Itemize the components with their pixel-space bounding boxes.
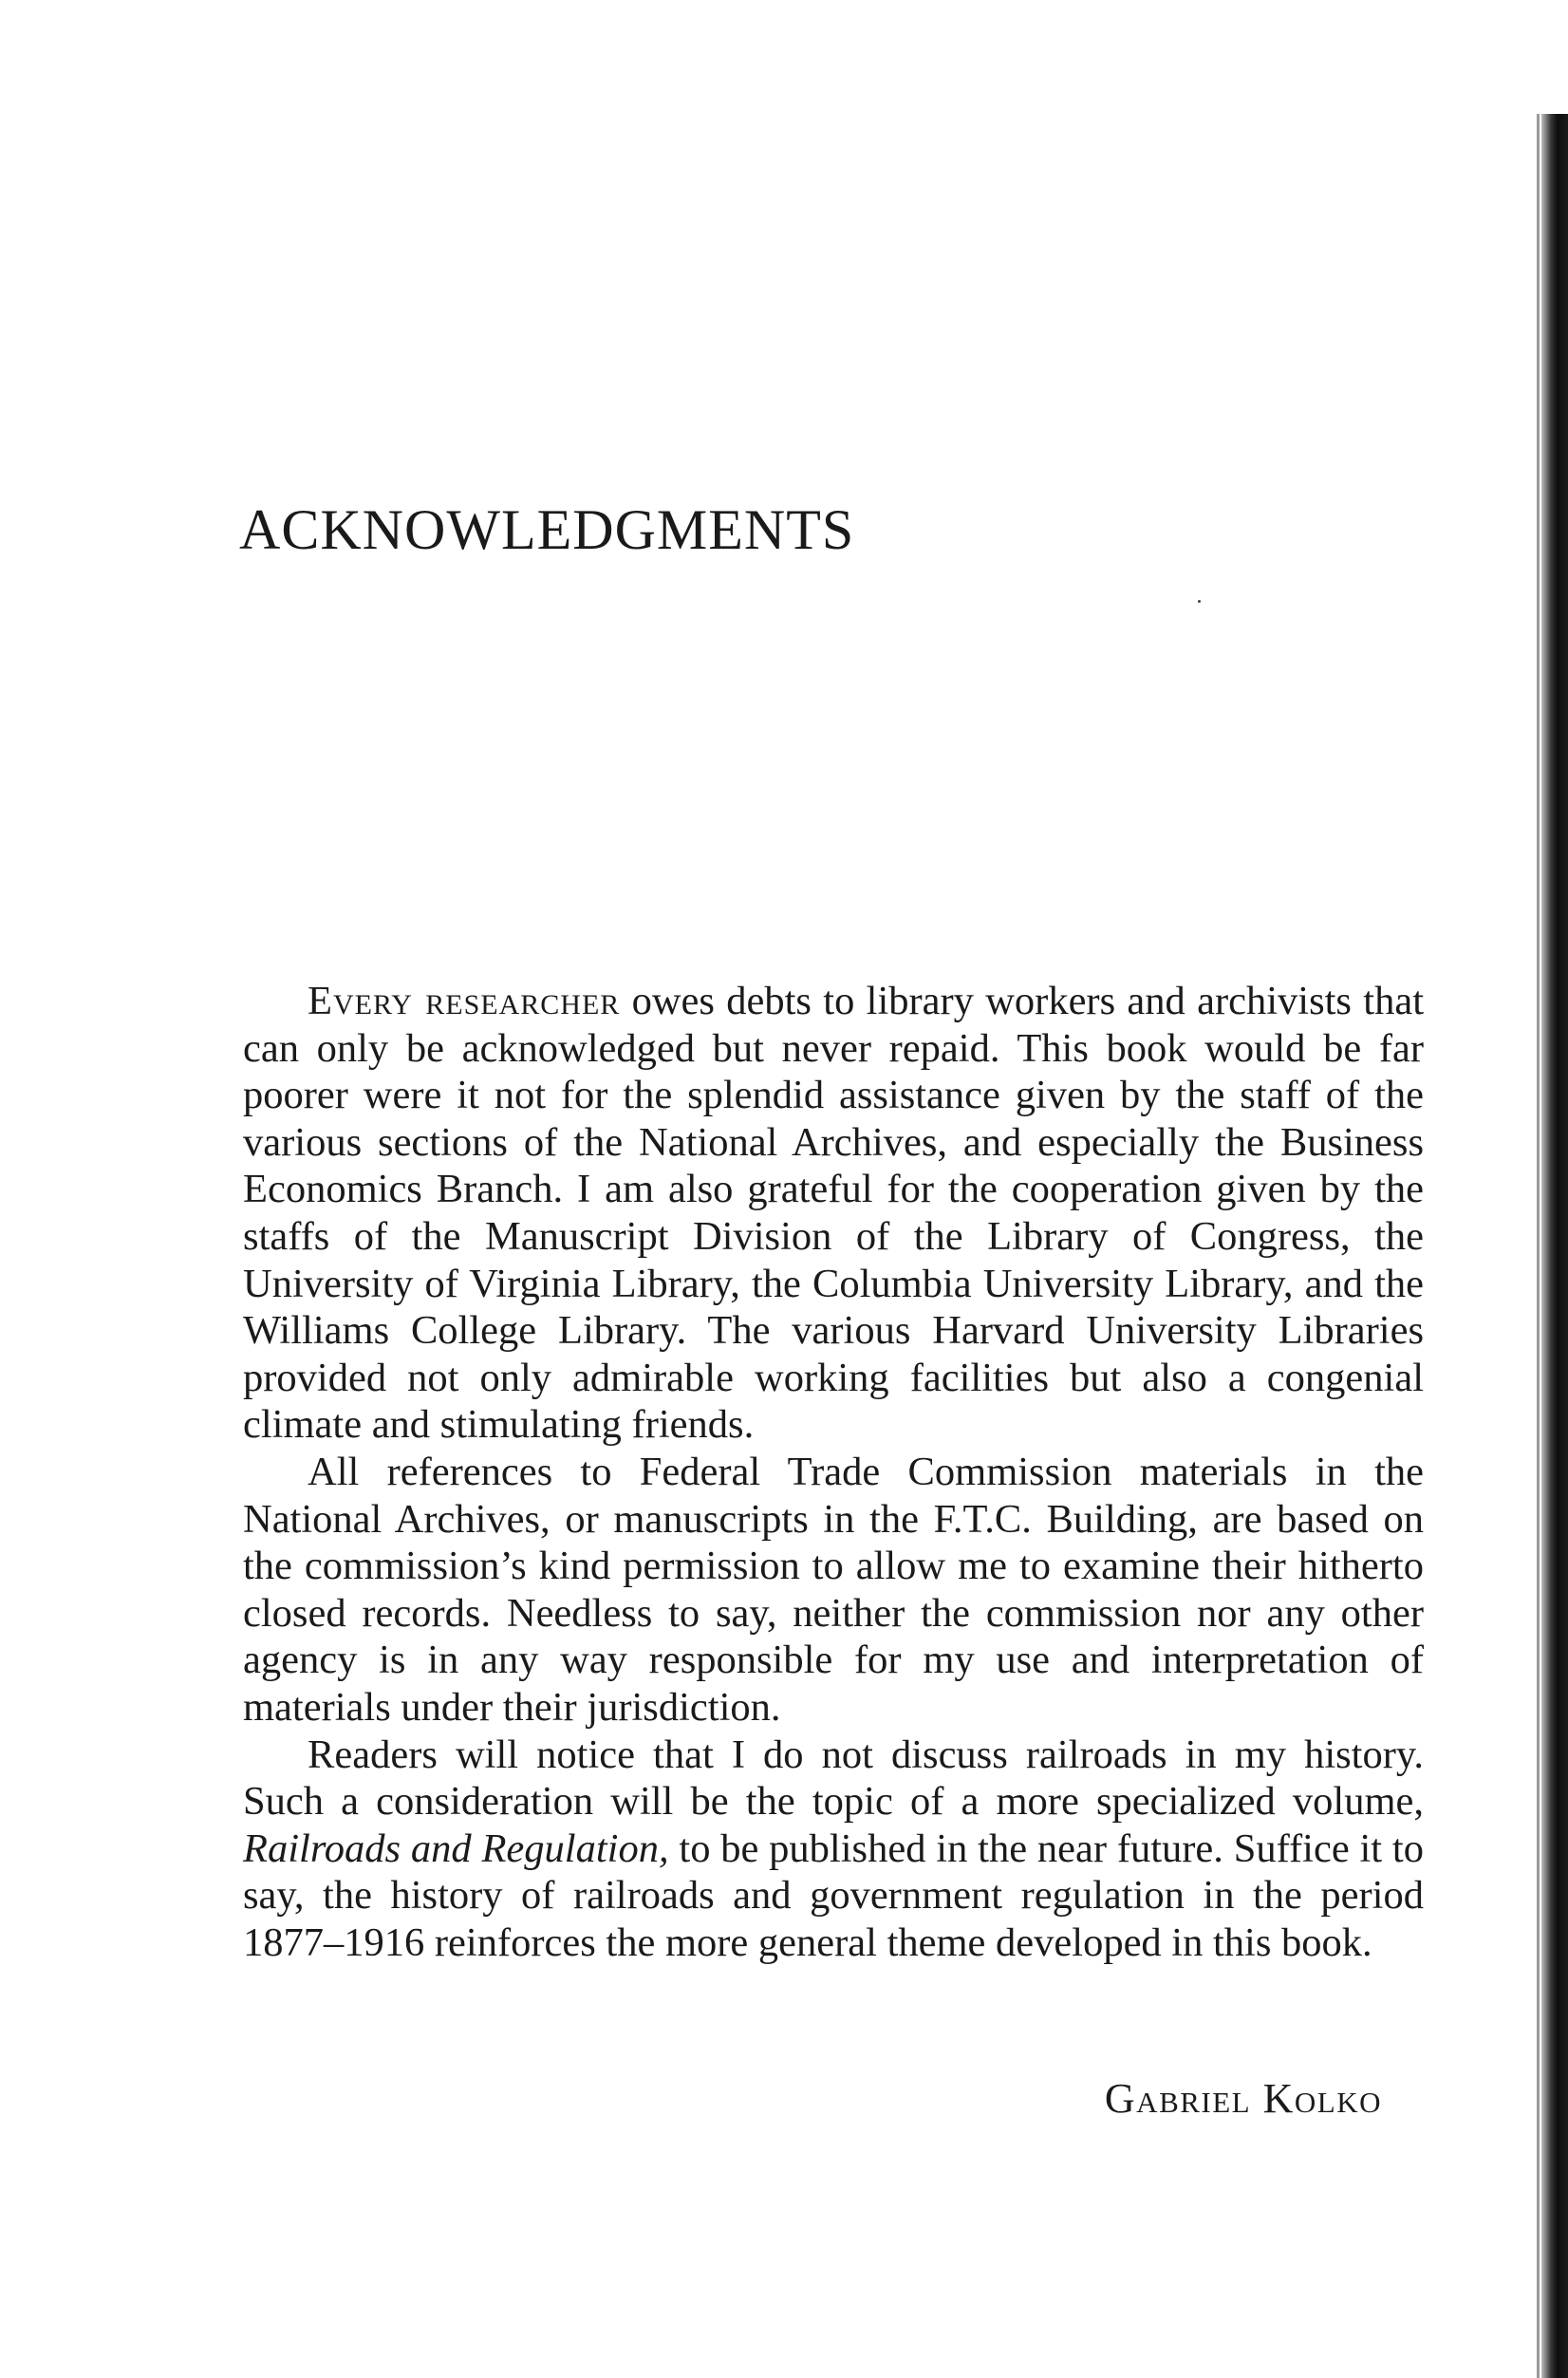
acknowledgments-body: [243, 978, 1424, 1966]
book-title: Railroads and Regulation,: [243, 1826, 669, 1871]
page-heading: ACKNOWLEDGMENTS: [239, 498, 855, 561]
paragraph-lead-in: Every researcher: [308, 979, 621, 1023]
print-speck: [1198, 600, 1201, 603]
paragraph-3: [243, 1732, 1424, 1967]
paragraph-1-text: owes debts to library workers and archivists that can only be acknowledged but never repaid. This book would be far poorer were it not for the splendid assistance given by the staff of the various sections of the National Archives, and especially the Business Economics Branch. I am also grateful for the cooperation given by the staffs of the Manuscript Division of the Library of Congress, the University of Virginia Library, the Columbia University Library, and the Williams College Library. The various Harvard University Libraries provided not only admirable working facilities but also a congenial climate and stimulating friends.: [243, 979, 1425, 1448]
paragraph-1: [243, 978, 1424, 1449]
page-edge-line: [1537, 114, 1540, 2378]
paragraph-3-text-before: Readers will notice that I do not discuss railroads in my history. Such a consideration will be the topic of a more specialized volume,: [243, 1732, 1424, 1825]
page-edge-shadow: [1541, 114, 1568, 2378]
paragraph-2: All references to Federal Trade Commission materials in the National Archives, or manuscripts in the F.T.C. Building, are based on the commission’s kind permission to allow me to examine their hitherto closed records. Needless to say, neither the commission nor any other agency is in any way responsible for my use and interpretation of materials under their jurisdiction.: [243, 1449, 1424, 1730]
paragraph-3-text-after: to be published in the near future. Suffice it to say, the history of railroads and government regulation in the period 1877–1916 reinforces the more general theme developed in this book.: [243, 1826, 1424, 1965]
author-signature: Gabriel Kolko: [1104, 2075, 1382, 2122]
